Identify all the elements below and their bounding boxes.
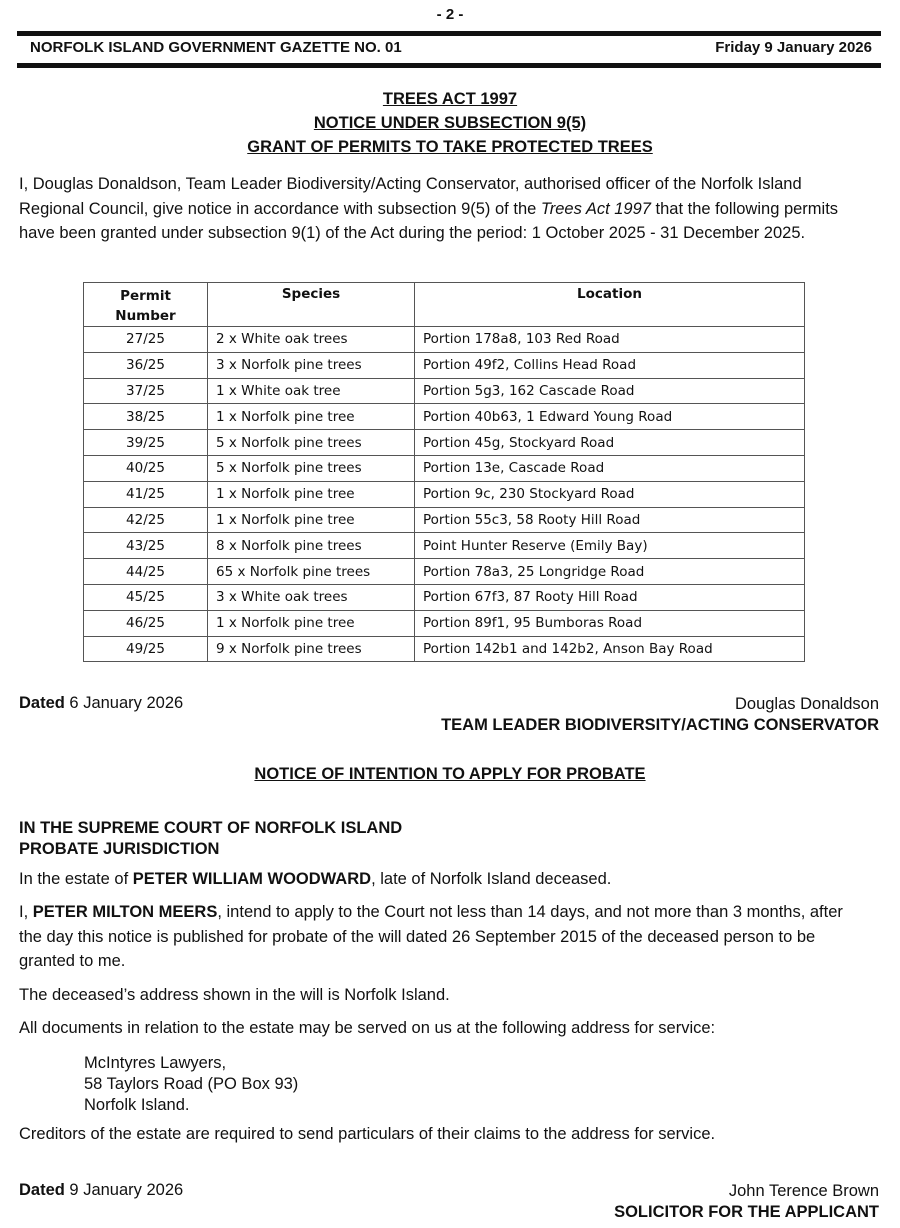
service-address: [84, 1053, 298, 1116]
trees-dated-line: [19, 694, 183, 713]
species: 5 x Norfolk pine trees: [208, 455, 415, 481]
location: Portion 40b63, 1 Edward Young Road: [415, 404, 805, 430]
species: 1 x Norfolk pine tree: [208, 481, 415, 507]
dated-label: Dated: [19, 694, 65, 712]
location: Portion 89f1, 95 Bumboras Road: [415, 610, 805, 636]
trees-act-heading: TREES ACT 1997: [382, 90, 518, 108]
dated-value: 6 January 2026: [64, 694, 184, 712]
permit-number: 39/25: [84, 430, 208, 456]
table-row: [84, 507, 805, 533]
creditors-paragraph: Creditors of the estate are required to send particulars of their claims to the address for service.: [19, 1125, 716, 1143]
dated-label: Dated: [19, 1181, 65, 1199]
location: Portion 5g3, 162 Cascade Road: [415, 378, 805, 404]
permit-number: 46/25: [84, 610, 208, 636]
probate-heading: NOTICE OF INTENTION TO APPLY FOR PROBATE: [254, 765, 646, 783]
deceased-address-paragraph: The deceased’s address shown in the will is Norfolk Island.: [19, 986, 450, 1004]
table-row: [84, 481, 805, 507]
signatory-name: John Terence Brown: [728, 1182, 879, 1200]
intro-text-2: that the following permits have been granted under subsection 9(1) of the Act during the period: 1 October 2025 - 31 December 2025.: [19, 199, 839, 242]
signatory-name: Douglas Donaldson: [734, 695, 879, 713]
applicant-post: , intend to apply to the Court not less than 14 days, and not more than 3 months, after the day this notice is published for probate of the will dated 26 September 2015 of the deceased person to be granted to me.: [19, 903, 843, 970]
location: Portion 178a8, 103 Red Road: [415, 327, 805, 353]
table-row: [84, 327, 805, 353]
species: 65 x Norfolk pine trees: [208, 559, 415, 585]
column-header-location: Location: [415, 283, 805, 327]
species: 1 x White oak tree: [208, 378, 415, 404]
species: 2 x White oak trees: [208, 327, 415, 353]
gazette-title: NORFOLK ISLAND GOVERNMENT GAZETTE NO. 01: [30, 39, 402, 56]
table-header-row: [84, 283, 805, 327]
permit-number: 49/25: [84, 636, 208, 662]
probate-dated-line: [19, 1181, 183, 1200]
location: Portion 49f2, Collins Head Road: [415, 352, 805, 378]
applicant-name: PETER MILTON MEERS: [32, 903, 218, 921]
permit-number: 37/25: [84, 378, 208, 404]
signatory-title: TEAM LEADER BIODIVERSITY/ACTING CONSERVATOR: [441, 716, 879, 734]
header-rule-top: [17, 31, 881, 36]
deceased-name: PETER WILLIAM WOODWARD: [132, 870, 372, 888]
location: Portion 78a3, 25 Longridge Road: [415, 559, 805, 585]
table-row: [84, 404, 805, 430]
table-row: [84, 533, 805, 559]
court-line-1: IN THE SUPREME COURT OF NORFOLK ISLAND: [19, 819, 403, 837]
grant-permits-heading: GRANT OF PERMITS TO TAKE PROTECTED TREES: [247, 138, 653, 156]
trees-signature-block: [441, 694, 879, 736]
table-row: [84, 636, 805, 662]
estate-post: , late of Norfolk Island deceased.: [371, 870, 612, 888]
address-line-1: McIntyres Lawyers,: [84, 1054, 227, 1072]
species: 1 x Norfolk pine tree: [208, 507, 415, 533]
location: Portion 55c3, 58 Rooty Hill Road: [415, 507, 805, 533]
estate-pre: In the estate of: [19, 870, 133, 888]
species: 1 x Norfolk pine tree: [208, 404, 415, 430]
probate-signature-block: [614, 1181, 879, 1223]
address-line-3: Norfolk Island.: [84, 1096, 190, 1114]
table-row: [84, 559, 805, 585]
court-heading: [19, 818, 402, 860]
permit-number: 44/25: [84, 559, 208, 585]
location: Portion 45g, Stockyard Road: [415, 430, 805, 456]
permit-number: 43/25: [84, 533, 208, 559]
table-row: [84, 610, 805, 636]
column-header-permit: Permit Number: [84, 283, 208, 327]
header-rule-bottom: [17, 63, 881, 68]
location: Portion 9c, 230 Stockyard Road: [415, 481, 805, 507]
permit-number: 45/25: [84, 584, 208, 610]
gazette-date: Friday 9 January 2026: [715, 39, 872, 56]
species: 3 x White oak trees: [208, 584, 415, 610]
intro-act-name: Trees Act 1997: [540, 199, 651, 218]
permit-number: 27/25: [84, 327, 208, 353]
dated-value: 9 January 2026: [64, 1181, 184, 1199]
notice-subsection-heading: NOTICE UNDER SUBSECTION 9(5): [313, 114, 587, 132]
page-number: - 2 -: [436, 6, 464, 23]
permit-number: 40/25: [84, 455, 208, 481]
address-line-2: 58 Taylors Road (PO Box 93): [84, 1075, 299, 1093]
table-row: [84, 430, 805, 456]
applicant-paragraph: [19, 900, 849, 974]
location: Portion 67f3, 87 Rooty Hill Road: [415, 584, 805, 610]
court-line-2: PROBATE JURISDICTION: [19, 840, 220, 858]
permit-number: 42/25: [84, 507, 208, 533]
permit-number: 36/25: [84, 352, 208, 378]
column-header-species: Species: [208, 283, 415, 327]
permit-number: 38/25: [84, 404, 208, 430]
service-paragraph: All documents in relation to the estate may be served on us at the following address for service:: [19, 1019, 716, 1037]
intro-text-1: I, Douglas Donaldson, Team Leader Biodiversity/Acting Conservator, authorised officer of the Norfolk Island Regional Council, give notice in accordance with subsection 9(5) of the: [19, 175, 802, 218]
location: Portion 142b1 and 142b2, Anson Bay Road: [415, 636, 805, 662]
species: 5 x Norfolk pine trees: [208, 430, 415, 456]
species: 3 x Norfolk pine trees: [208, 352, 415, 378]
table-row: [84, 584, 805, 610]
signatory-title: SOLICITOR FOR THE APPLICANT: [614, 1203, 879, 1221]
permit-number: 41/25: [84, 481, 208, 507]
location: Point Hunter Reserve (Emily Bay): [415, 533, 805, 559]
permits-table: [83, 282, 805, 662]
species: 1 x Norfolk pine tree: [208, 610, 415, 636]
table-row: [84, 378, 805, 404]
species: 9 x Norfolk pine trees: [208, 636, 415, 662]
species: 8 x Norfolk pine trees: [208, 533, 415, 559]
applicant-pre: I,: [19, 903, 33, 921]
estate-paragraph: [19, 867, 869, 892]
table-row: [84, 455, 805, 481]
table-row: [84, 352, 805, 378]
trees-intro-paragraph: [19, 172, 869, 246]
location: Portion 13e, Cascade Road: [415, 455, 805, 481]
